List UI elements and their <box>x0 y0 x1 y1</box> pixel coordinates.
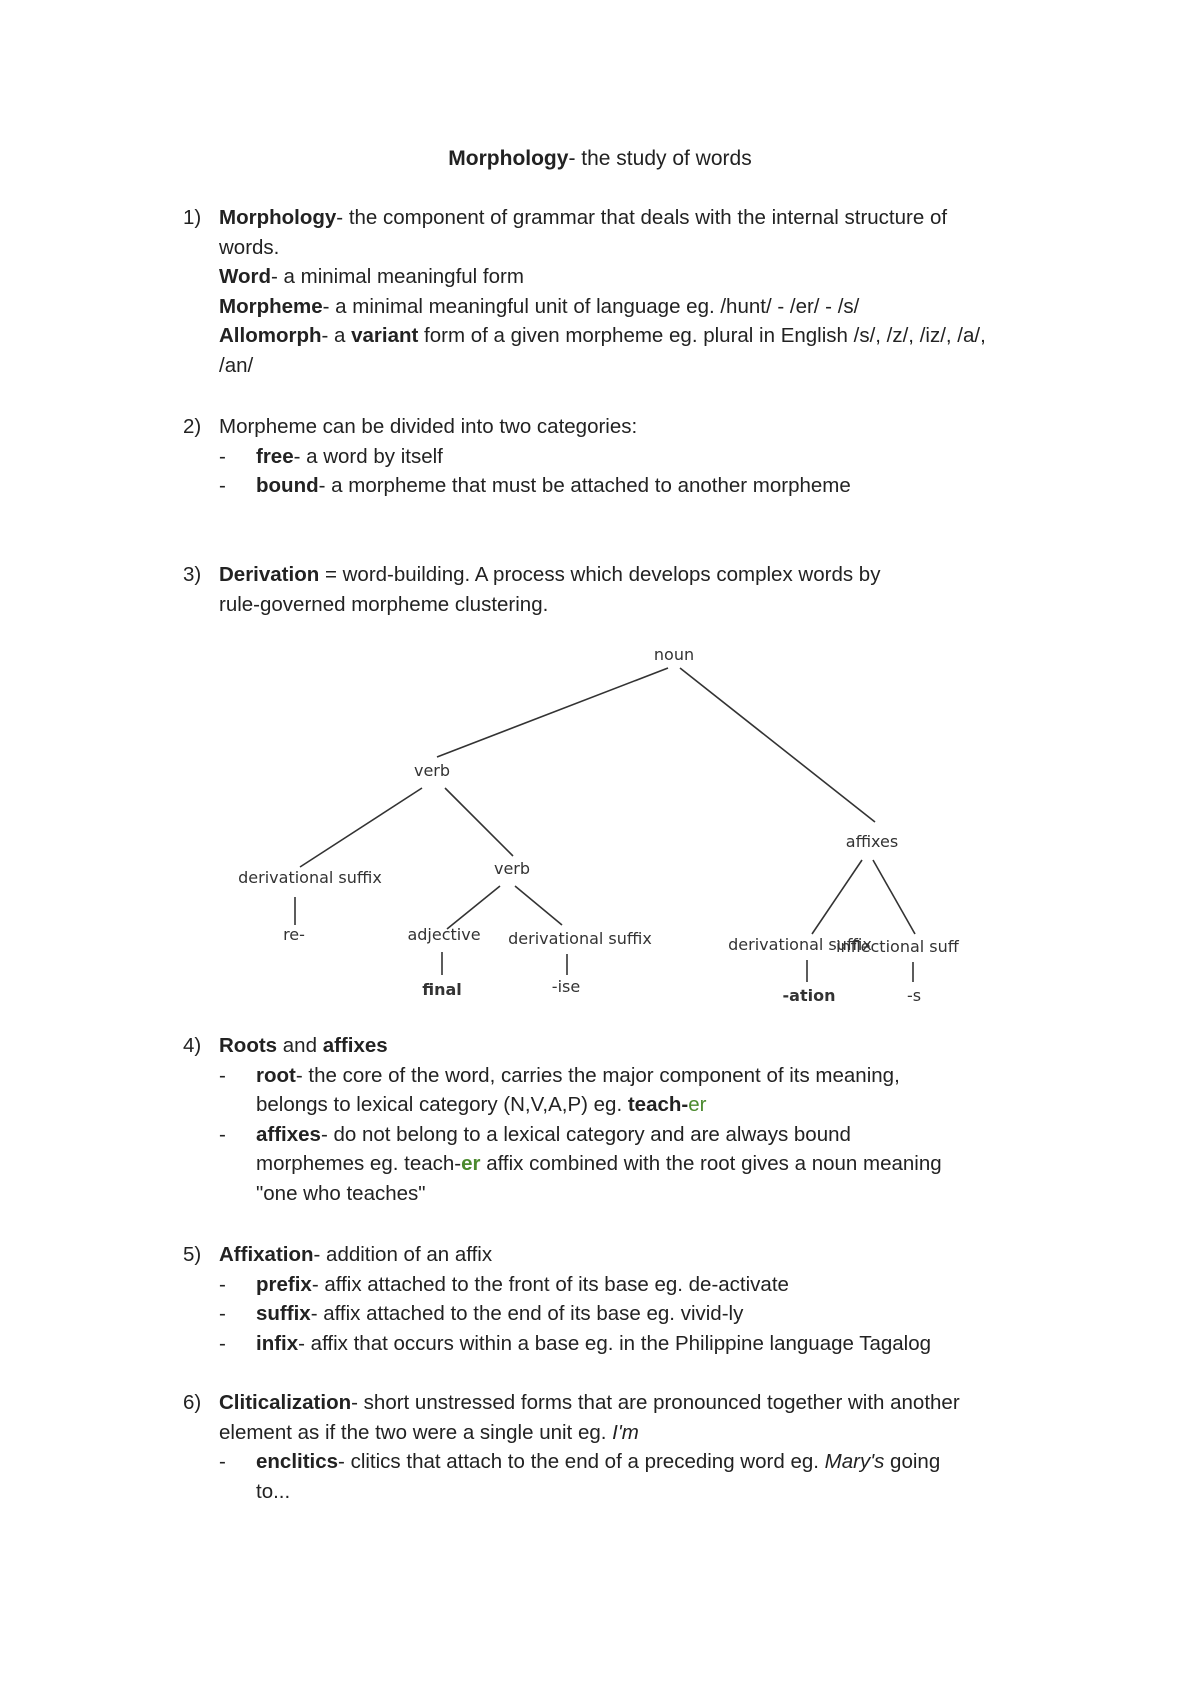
term-bound: bound <box>256 474 319 497</box>
node-verb: verb <box>493 859 531 878</box>
def-word: - a minimal meaningful form <box>271 265 524 288</box>
node-noun: noun <box>653 645 695 664</box>
term-prefix: prefix <box>256 1272 312 1296</box>
edge-verb-verb <box>445 788 513 856</box>
edge-affixes-deriv <box>812 860 862 934</box>
s1-line-3 <box>219 262 1063 292</box>
s1-line-6: /an/ <box>219 353 254 377</box>
section-number: 4) <box>183 1034 202 1057</box>
example-im: I'm <box>612 1420 639 1444</box>
node-verb: verb <box>413 761 451 780</box>
tree-labels <box>238 645 960 1005</box>
s3-line-2: rule-governed morpheme clustering. <box>219 592 549 616</box>
leaf-ise: -ise <box>551 977 581 996</box>
term-derivation: Derivation <box>219 563 320 586</box>
list-item <box>183 1329 1063 1359</box>
def-affixes: - do not belong to a lexical category and are always bound <box>320 1122 851 1146</box>
node-derivational-suffix: derivational suffix <box>508 929 652 948</box>
s1-line-1 <box>219 203 1063 233</box>
def-bound: - a morpheme that must be attached to another morpheme <box>318 474 851 497</box>
def-suffix: - affix attached to the end of its base eg. vivid-ly <box>310 1302 744 1325</box>
term-enclitics: enclitics <box>256 1450 339 1473</box>
def-enclitics-end: going <box>884 1450 941 1473</box>
example-er-highlight: er <box>461 1152 481 1175</box>
s5-heading <box>183 1240 1063 1270</box>
term-cliticalization: Cliticalization <box>219 1391 352 1414</box>
term-allomorph: Allomorph <box>219 324 322 347</box>
list-item <box>183 1120 1063 1209</box>
dash-bullet: - <box>219 474 226 497</box>
title-bold: Morphology <box>448 147 569 170</box>
s6-line-2 <box>183 1418 1063 1448</box>
section-number: 1) <box>183 206 202 229</box>
def-allomorph-b: form of a given morpheme eg. plural in English /s/, /z/, /iz/, /a/, <box>418 324 986 347</box>
s4-heading-and: and <box>277 1034 323 1057</box>
def-prefix: - affix attached to the front of its base eg. de-activate <box>311 1272 789 1296</box>
def-infix: - affix that occurs within a base eg. in the Philippine language Tagalog <box>298 1331 932 1355</box>
section-4 <box>183 1031 1063 1208</box>
page-title <box>0 145 1200 173</box>
def-root: - the core of the word, carries the major component of its meaning, <box>295 1063 900 1087</box>
s3-line-1 <box>219 560 1063 590</box>
term-morpheme: Morpheme <box>219 294 323 318</box>
term-affixation: Affixation <box>219 1243 314 1266</box>
term-affixes: affixes <box>256 1122 321 1146</box>
title-rest: - the study of words <box>568 147 752 170</box>
section-number: 6) <box>183 1391 202 1414</box>
term-suffix: suffix <box>256 1302 311 1325</box>
dash-bullet: - <box>219 1302 226 1325</box>
edge-affixes-inflect <box>873 860 915 934</box>
def-cliticalization-cont: element as if the two were a single unit eg. <box>219 1420 613 1444</box>
s6-line-1 <box>183 1388 1063 1418</box>
def-affixation: - addition of an affix <box>313 1243 493 1266</box>
node-derivational-suffix: derivational suffix <box>728 935 872 954</box>
leaf-final: final <box>422 980 462 999</box>
list-item <box>183 471 1063 501</box>
section-number: 2) <box>183 415 202 438</box>
example-marys: Mary's <box>824 1450 885 1473</box>
enclitics-line-1 <box>256 1447 1063 1477</box>
node-inflectional-suffix: inflectional suff <box>836 937 959 956</box>
def-affixes-cont: morphemes eg. teach- <box>256 1152 462 1175</box>
node-affixes: affixes <box>845 832 899 851</box>
s1-def-morphology: - the component of grammar that deals with the internal structure of <box>336 206 948 229</box>
dash-bullet: - <box>219 1331 226 1355</box>
list-item <box>183 1299 1063 1329</box>
term-variant: variant <box>351 324 419 347</box>
term-root: root <box>256 1063 296 1087</box>
term-morphology: Morphology <box>219 206 337 229</box>
term-word: Word <box>219 265 272 288</box>
term-free: free <box>256 444 294 468</box>
s2-intro: Morpheme can be divided into two categories: <box>219 415 638 438</box>
node-derivational-suffix: derivational suffix <box>238 868 382 887</box>
example-teach: teach- <box>627 1093 689 1116</box>
leaf-s: -s <box>906 986 922 1005</box>
term-roots: Roots <box>219 1034 278 1057</box>
list-item <box>183 1270 1063 1300</box>
s1-line-5 <box>219 321 1063 351</box>
node-adjective: adjective <box>407 925 481 944</box>
term-affixes: affixes <box>322 1034 388 1057</box>
dash-bullet: - <box>219 444 226 468</box>
section-number: 5) <box>183 1243 202 1266</box>
edge-noun-affixes <box>680 668 875 822</box>
section-3 <box>183 560 1063 619</box>
affixes-line-3: "one who teaches" <box>256 1181 426 1205</box>
def-derivation: = word-building. A process which develops complex words by <box>319 563 881 586</box>
def-cliticalization: - short unstressed forms that are pronounced together with another <box>351 1391 960 1414</box>
list-item <box>183 1061 1063 1120</box>
def-affixes-cont2: affix combined with the root gives a noun meaning <box>480 1152 942 1175</box>
def-morpheme: - a minimal meaningful unit of language eg. /hunt/ - /er/ - /s/ <box>322 294 860 318</box>
section-1 <box>183 203 1063 380</box>
affixes-line-1 <box>256 1120 1063 1150</box>
edge-verb-adjective <box>447 886 500 929</box>
dash-bullet: - <box>219 1063 226 1087</box>
section-2 <box>183 412 1063 501</box>
dash-bullet: - <box>219 1122 226 1146</box>
section-5 <box>183 1240 1063 1358</box>
section-6 <box>183 1388 1063 1506</box>
root-line-1 <box>256 1061 1063 1091</box>
leaf-ation: -ation <box>782 986 836 1005</box>
enclitics-line-2: to... <box>256 1479 291 1503</box>
dash-bullet: - <box>219 1272 226 1296</box>
list-item <box>183 1447 1063 1506</box>
def-enclitics: - clitics that attach to the end of a preceding word eg. <box>338 1450 825 1473</box>
edge-verb-deriv2 <box>515 886 562 925</box>
root-line-2 <box>256 1090 1063 1120</box>
list-item <box>183 442 1063 472</box>
term-infix: infix <box>256 1331 299 1355</box>
def-free: - a word by itself <box>293 444 443 468</box>
def-root-cont: belongs to lexical category (N,V,A,P) eg. <box>256 1093 628 1116</box>
edge-noun-verb <box>437 668 668 757</box>
morphology-tree-diagram <box>232 642 1032 1012</box>
edge-verb-deriv <box>300 788 422 867</box>
s1-line-4 <box>219 292 1063 322</box>
def-allomorph-a: - a <box>321 324 352 347</box>
example-er-highlight: er <box>688 1093 707 1116</box>
affixes-line-2 <box>256 1149 1063 1179</box>
dash-bullet: - <box>219 1450 226 1473</box>
s1-line-2: words. <box>219 235 280 259</box>
s4-heading <box>183 1031 1063 1061</box>
section-number: 3) <box>183 563 202 586</box>
leaf-re: re- <box>283 925 305 944</box>
